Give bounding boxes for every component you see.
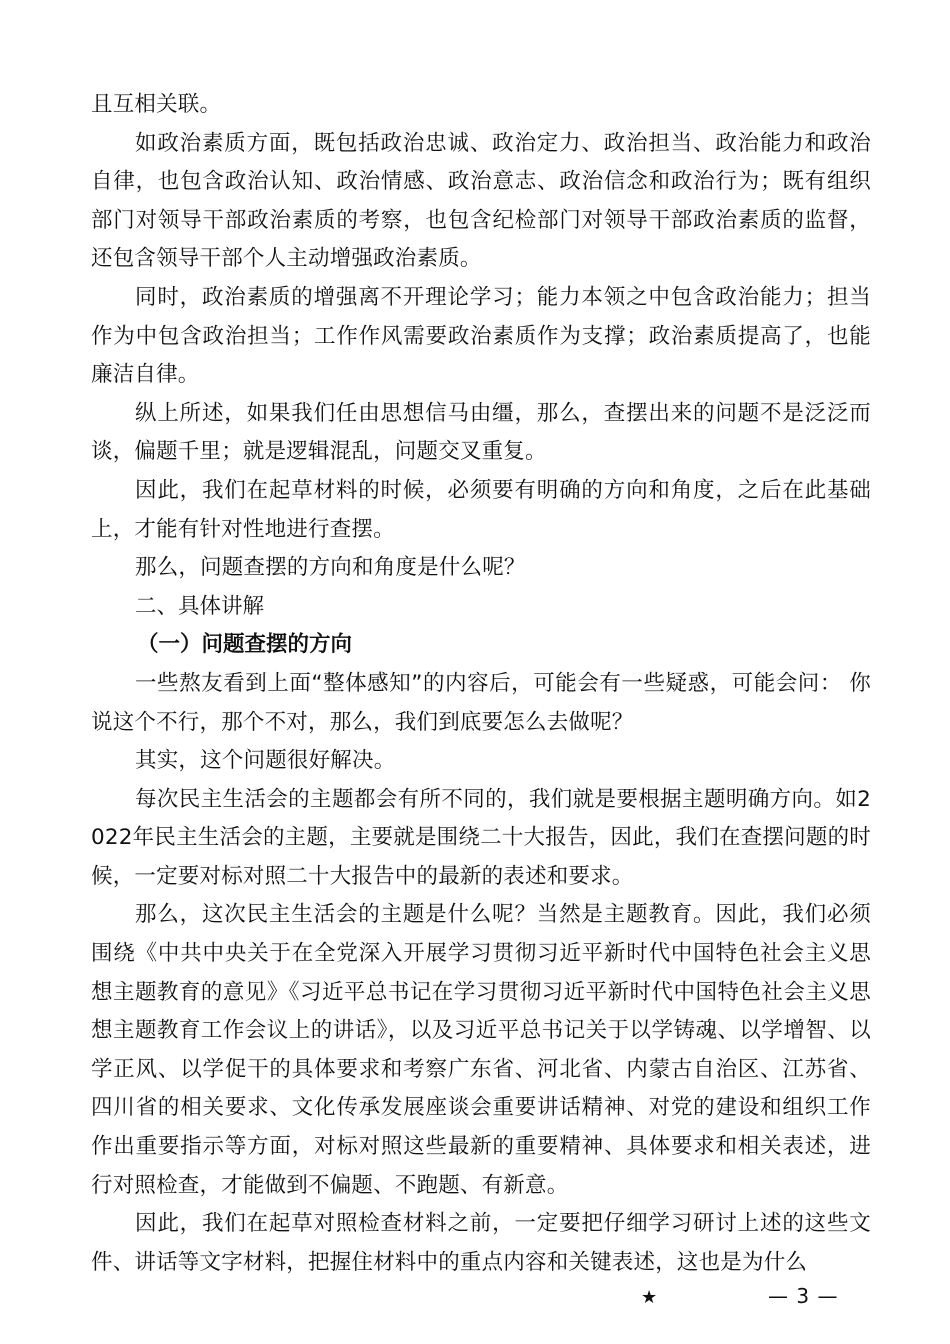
paragraph-6: 那么，问题查摆的方向和角度是什么呢？ — [135, 555, 526, 581]
paragraph-4: 纵上所述，如果我们任由思想信马由缰，那么，查摆出来的问题不是泛泛而谈，偏题千里；就是逻辑混乱，问题交叉重复。 — [91, 400, 871, 465]
paragraph-3: 同时，政治素质的增强离不开理论学习；能力本领之中包含政治能力；担当作为中包含政治担当；工作作风需要政治素质作为支撑；政治素质提高了，也能廉洁自律。 — [91, 284, 871, 388]
paragraph-5: 因此，我们在起草材料的时候，必须要有明确的方向和角度，之后在此基础上，才能有针对性地进行查摆。 — [91, 477, 871, 542]
paragraph-1: 且互相关联。 — [91, 92, 222, 117]
page-footer — [0, 1284, 950, 1314]
document-page — [91, 86, 871, 1282]
paragraph-10: 那么，这次民主生活会的主题是什么呢？当然是主题教育。因此，我们必须围绕《中共中央关于在全党深入开展学习贯彻习近平新时代中国特色社会主义思想主题教育的意见》《习近平总书记在学习贯彻习近平新时代中国特色社会主义思想主题教育工作会议上的讲话》，以及习近平总书记关于以学铸魂、以学增智、以学正风、以学促干的具体要求和考察广东省、河北省、内蒙古自治区、江苏省、四川省的相关要求、文化传承发展座谈会重要讲话精神、对党的建设和组织工作作出重要指示等方面，对标对照这些最新的重要精神、具体要求和相关表述，进行对照检查，才能做到不偏题、不跑题、有新意。 — [91, 902, 871, 1198]
star-icon: ★ — [641, 1287, 658, 1308]
paragraph-2: 如政治素质方面，既包括政治忠诚、政治定力、政治担当、政治能力和政治自律，也包含政治认知、政治情感、政治意志、政治信念和政治行为；既有组织部门对领导干部政治素质的考察，也包含纪检部门对领导干部政治素质的监督，还包含领导干部个人主动增强政治素质。 — [91, 130, 871, 272]
paragraph-7: 一些熬友看到上面“整体感知”的内容后，可能会有一些疑惑，可能会问： 你说这个不行，那个不对，那么，我们到底要怎么去做呢？ — [91, 670, 871, 735]
paragraph-8: 其实，这个问题很好解决。 — [135, 748, 396, 774]
paragraph-9: 每次民主生活会的主题都会有所不同的，我们就是要根据主题明确方向。如2022年民主生活会的主题，主要就是围绕二十大报告，因此，我们在查摆问题的时候，一定要对标对照二十大报告中的最新的表述和要求。 — [91, 786, 871, 889]
subsection-heading: （一）问题查摆的方向 — [137, 632, 353, 658]
paragraph-11: 因此，我们在起草对照检查材料之前，一定要把仔细学习研讨上述的这些文件、讲话等文字材料，把握住材料中的重点内容和关键表述，这也是为什么 — [91, 1211, 871, 1275]
page-number: — 3 — — [768, 1284, 839, 1308]
section-heading: 二、具体讲解 — [135, 593, 265, 619]
